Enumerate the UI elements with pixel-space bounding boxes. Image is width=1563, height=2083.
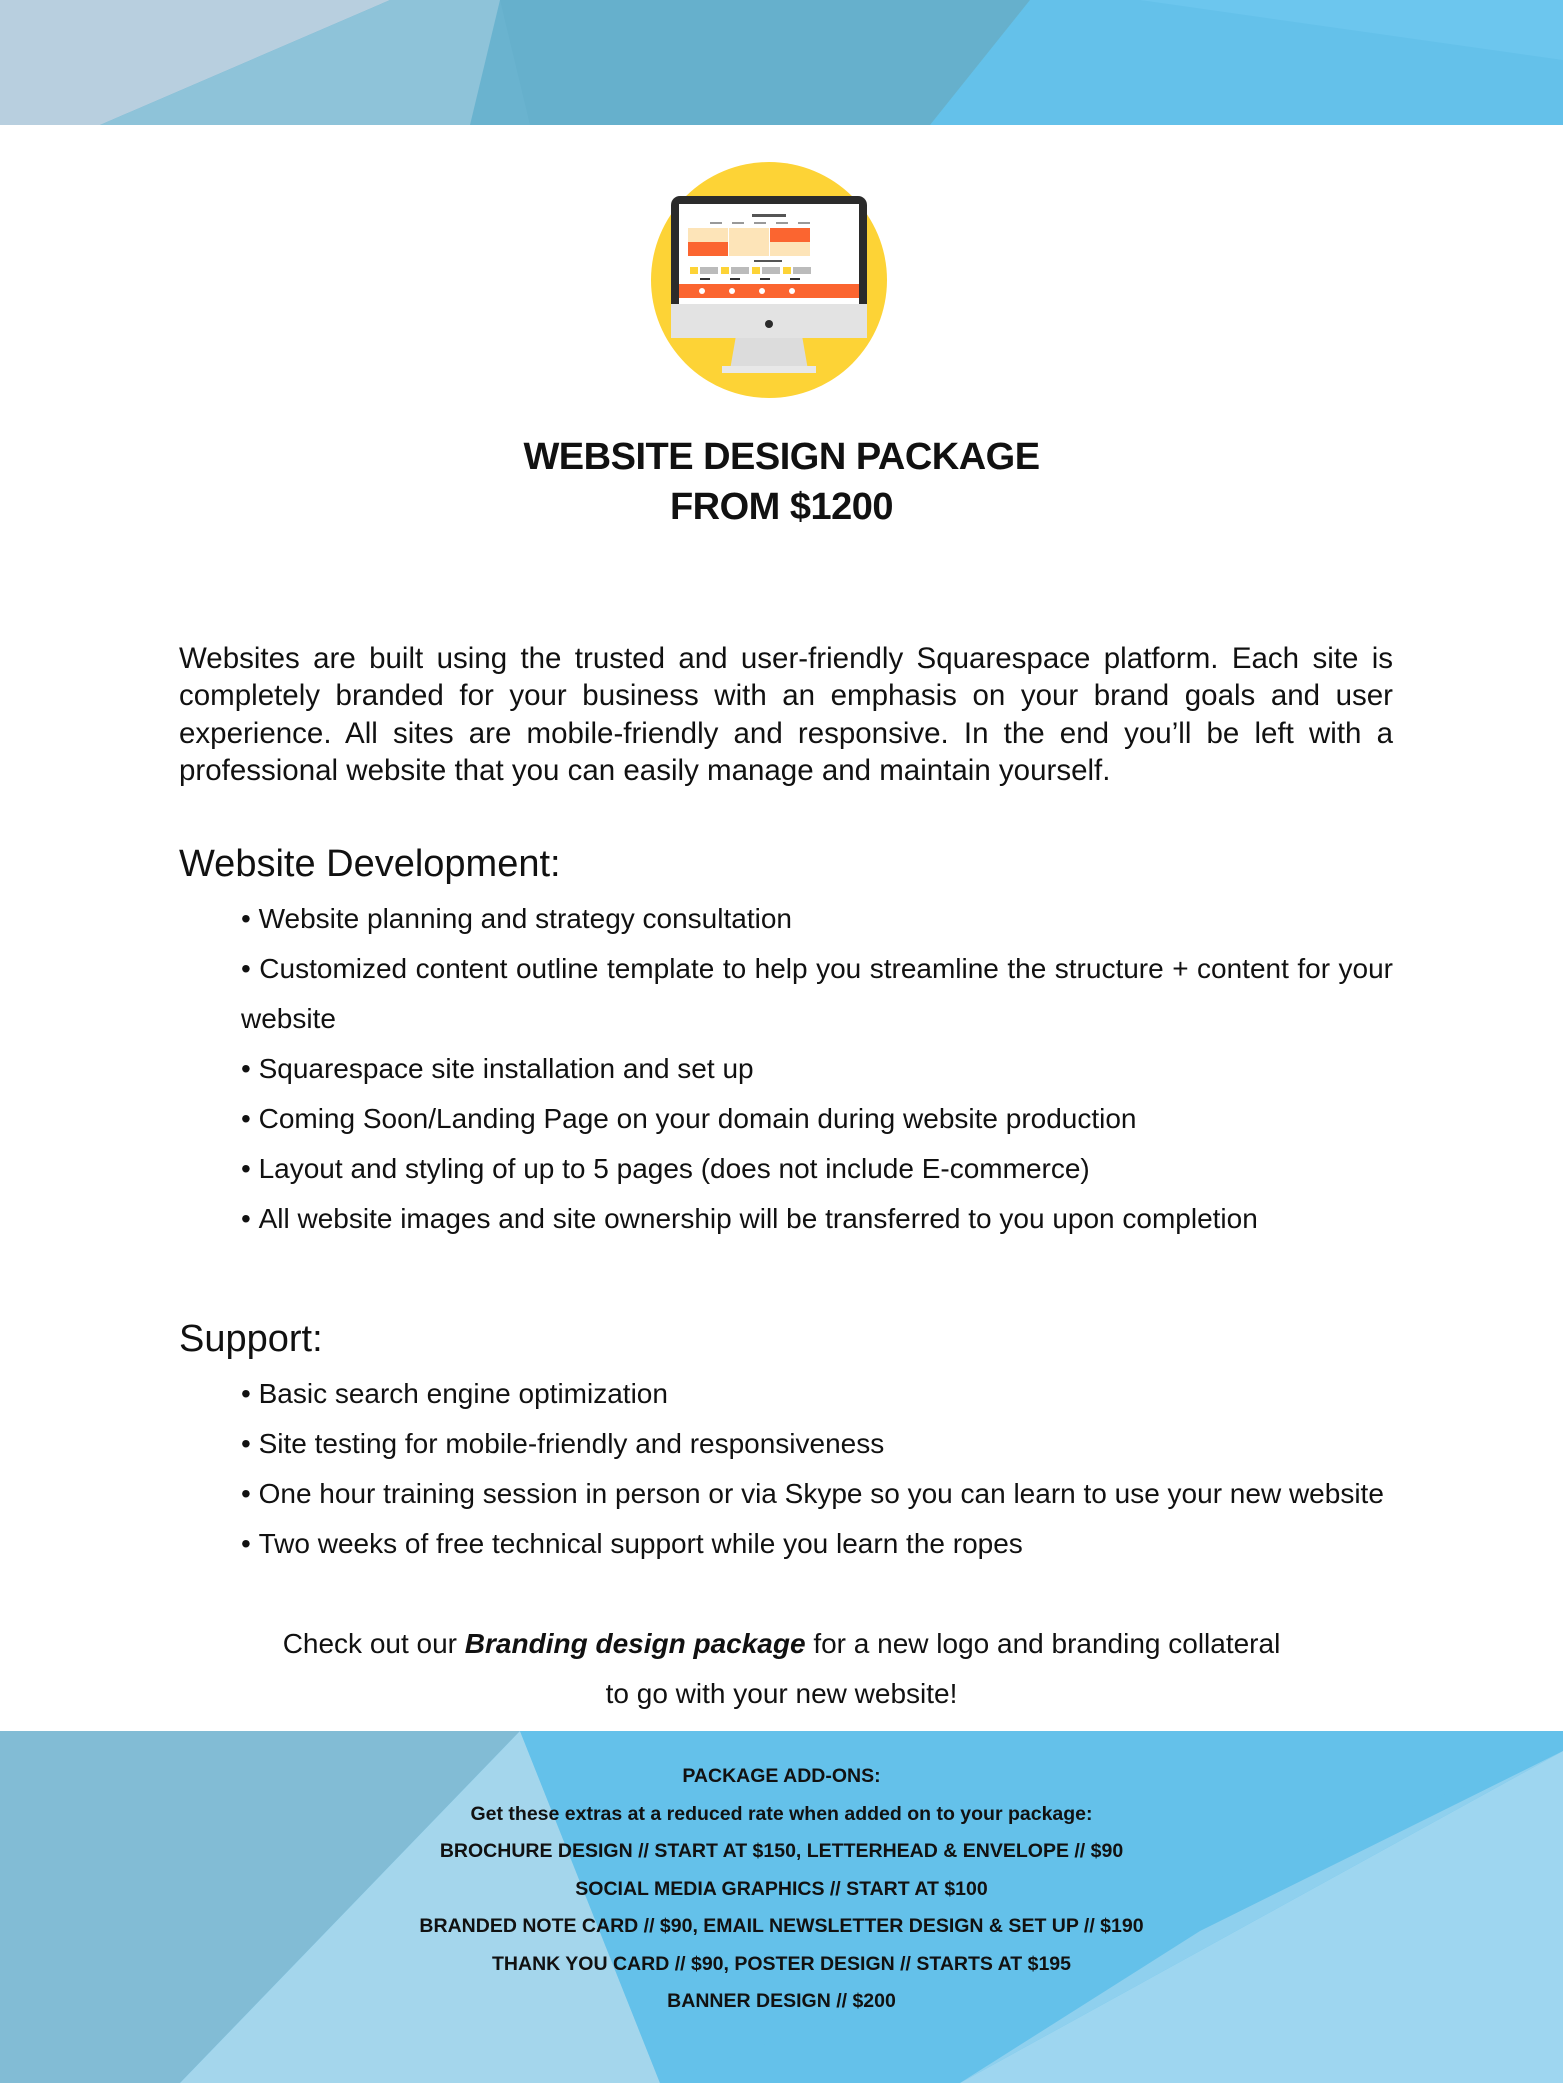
closing-line-2: to go with your new website! <box>605 1678 958 1709</box>
list-item: • Squarespace site installation and set up <box>241 1044 1393 1094</box>
top-decorative-band <box>0 0 1563 125</box>
addon-line: BRANDED NOTE CARD // $90, EMAIL NEWSLETTER DESIGN & SET UP // $190 <box>419 1915 1144 1937</box>
list-item: • Website planning and strategy consultation <box>241 894 1393 944</box>
closing-suffix: for a new logo and branding collateral <box>805 1628 1281 1659</box>
list-item: • Basic search engine optimization <box>241 1369 1393 1419</box>
addons-title: PACKAGE ADD-ONS: <box>682 1765 881 1787</box>
package-addons <box>0 1758 1563 2021</box>
addon-line: BANNER DESIGN // $200 <box>667 1990 896 2012</box>
closing-prefix: Check out our <box>282 1628 465 1659</box>
page-title: WEBSITE DESIGN PACKAGE <box>523 436 1040 478</box>
branding-package-reference: Branding design package <box>464 1628 806 1659</box>
addons-subtitle: Get these extras at a reduced rate when added on to your package: <box>470 1802 1093 1825</box>
list-item: • Site testing for mobile-friendly and responsiveness <box>241 1419 1393 1469</box>
list-item: • Coming Soon/Landing Page on your domain during website production <box>241 1094 1393 1144</box>
addon-line: SOCIAL MEDIA GRAPHICS // START AT $100 <box>575 1877 988 1900</box>
computer-monitor-icon <box>650 158 888 402</box>
support-heading: Support: <box>179 1318 323 1360</box>
development-heading: Website Development: <box>179 843 561 885</box>
development-list <box>241 894 1393 1244</box>
price-subtitle: FROM $1200 <box>669 486 894 528</box>
addon-line: BROCHURE DESIGN // START AT $150, LETTERHEAD & ENVELOPE // $90 <box>439 1840 1124 1862</box>
intro-paragraph: Websites are built using the trusted and user-friendly Squarespace platform. Each site is completely branded for your business with an emphasis on your brand goals and user experience. All sites are mobile-friendly and responsive. In the end you’ll be left with a professional website that you can easily manage and maintain yourself. <box>179 641 1393 787</box>
list-item: • Two weeks of free technical support while you learn the ropes <box>241 1519 1393 1569</box>
support-list <box>241 1369 1393 1569</box>
top-geometric-pattern <box>0 0 1563 125</box>
list-item: • Customized content outline template to help you streamline the structure + content for your website <box>241 944 1393 1044</box>
list-item: • One hour training session in person or via Skype so you can learn to use your new website <box>241 1469 1393 1519</box>
closing-line-1 <box>0 1619 1563 1669</box>
list-item: • Layout and styling of up to 5 pages (does not include E-commerce) <box>241 1144 1393 1194</box>
addon-line: THANK YOU CARD // $90, POSTER DESIGN // STARTS AT $195 <box>492 1952 1071 1975</box>
list-item: • All website images and site ownership will be transferred to you upon completion <box>241 1194 1393 1244</box>
closing-note <box>0 1619 1563 1719</box>
